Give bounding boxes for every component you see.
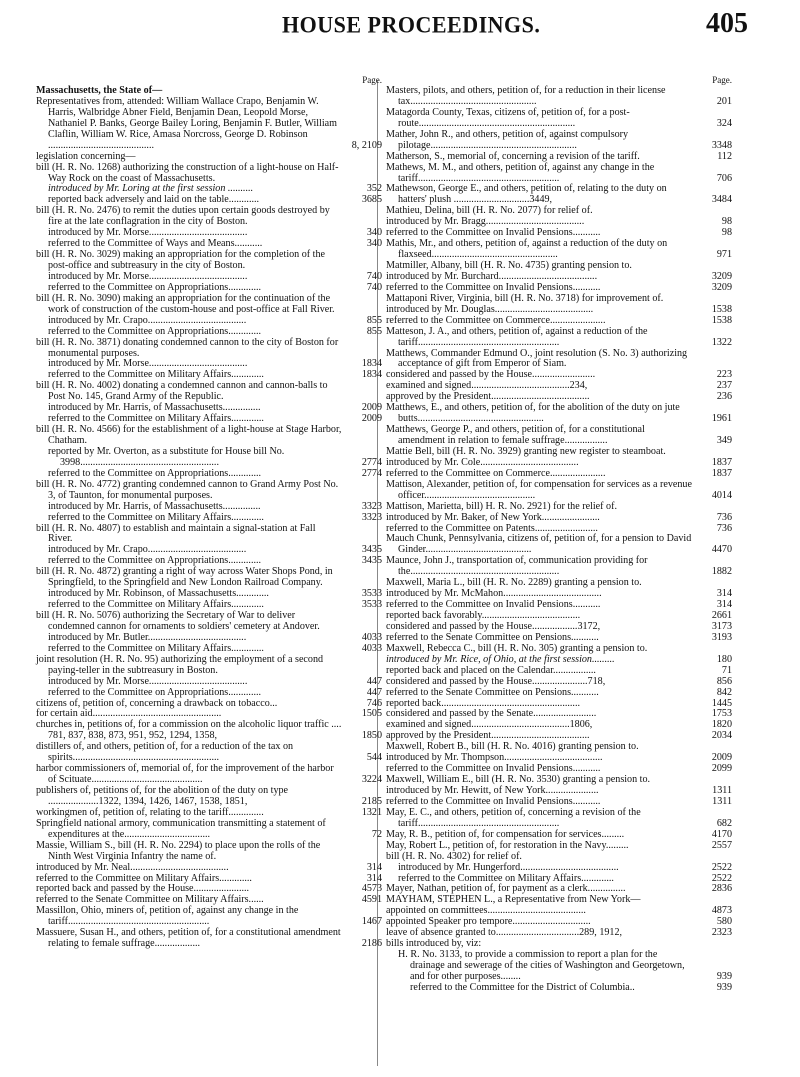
entry-text: introduced by Mr. Harris, of Massachusetts............... xyxy=(48,500,261,512)
entry-text: referred to the Committee on Invalid Pensions........... xyxy=(386,281,601,293)
index-entry xyxy=(386,184,732,206)
entry-text: Matthews, Commander Edmund O., joint resolution (S. No. 3) authorizing acceptance of gift from Emperor of Siam. xyxy=(386,347,688,370)
entry-text: examined and signed.......................................234, xyxy=(386,380,588,392)
entry-text: bill (H. R. No. 3029) making an appropriation for the completion of the post-office and subtreasury in the city of Boston. xyxy=(36,249,326,271)
page-reference: 4033 xyxy=(361,631,382,643)
entry-text: referred to the Committee on Military Affairs............. xyxy=(36,872,252,884)
page-reference: 314 xyxy=(716,599,732,611)
page-reference: 2099 xyxy=(711,763,732,775)
entry-text: Massillon, Ohio, miners of, petition of, against any change in the tariff........................................................ xyxy=(36,905,299,928)
page-column-label: Page. xyxy=(362,75,382,85)
entry-text: Mather, John R., and others, petition of, against compulsory pilotage.......................................................... xyxy=(386,128,629,151)
index-entry xyxy=(36,906,382,928)
page-reference: 2186 xyxy=(361,938,382,950)
entry-text: Maunce, John J., transportation of, communication providing for the........................................................... xyxy=(386,555,648,578)
entry-text: referred to the Committee on Appropriations............. xyxy=(48,281,262,293)
index-entry xyxy=(386,403,732,425)
entry-text: introduced by Mr. Thompson....................................... xyxy=(386,752,603,764)
page-reference: 856 xyxy=(716,675,732,687)
entry-text: churches in, petitions of, for a commission on the alcoholic liquor traffic .... 781, 837, 838, 873, 951, 952, 1294, 1358, xyxy=(36,719,342,742)
entry-text: referred to the Committee on Military Affairs............. xyxy=(398,872,614,884)
index-entry xyxy=(386,239,732,261)
entry-text: May, Robert L., petition of, for restoration in the Navy......... xyxy=(386,839,629,851)
page-reference: 3435 xyxy=(361,544,382,556)
index-entry xyxy=(386,950,732,983)
entry-text: Springfield national armory, communication transmitting a statement of expenditures at the.................................. xyxy=(36,817,326,840)
entry-text: introduced by Mr. Hungerford....................................... xyxy=(398,861,619,873)
page-reference: 746 xyxy=(366,697,382,709)
page-reference: 1834 xyxy=(361,358,382,370)
page-reference: 2009 xyxy=(361,413,382,425)
entry-text: Mattie Bell, bill (H. R. No. 3929) granting new register to steamboat. xyxy=(386,445,666,457)
page-reference: 1820 xyxy=(711,719,732,731)
page-reference: 112 xyxy=(717,150,732,162)
index-entry xyxy=(36,250,382,272)
page-reference: 3435 xyxy=(361,555,382,567)
entry-text: referred to the Committee for the District of Columbia.. xyxy=(410,981,635,993)
entry-text: Mattaponi River, Virginia, bill (H. R. No. 3718) for improvement of. xyxy=(386,292,664,304)
page-reference: 314 xyxy=(366,861,382,873)
index-entry xyxy=(36,742,382,764)
entry-text: appointed on committees....................................... xyxy=(386,905,586,917)
page-reference: 2557 xyxy=(711,839,732,851)
page-title: HOUSE PROCEEDINGS. xyxy=(282,11,541,38)
entry-text: examined and signed.......................................1806, xyxy=(386,719,593,731)
entry-text: Maxwell, Maria L., bill (H. R. No. 2289) granting a pension to. xyxy=(386,577,642,589)
page-reference: 736 xyxy=(716,522,732,534)
index-entry xyxy=(386,556,732,578)
page-reference: 72 xyxy=(371,828,382,840)
entry-text: distillers of, and others, petition of, for a reduction of the tax on spirits.......................................................... xyxy=(36,741,294,764)
page-reference: 314 xyxy=(366,872,382,884)
page-reference: 682 xyxy=(716,817,732,829)
page-reference: 1961 xyxy=(711,413,732,425)
entry-text: Masters, pilots, and others, petition of, for a reduction in their license tax.................................................. xyxy=(386,85,666,107)
page-reference: 2009 xyxy=(361,402,382,414)
entry-text: Massie, William S., bill (H. R. No. 2294) to place upon the rolls of the Ninth West Virginia Infantry the name of. xyxy=(36,839,321,862)
entry-text: referred to the Committee of Ways and Means........... xyxy=(48,238,263,250)
page-reference: 2522 xyxy=(711,872,732,884)
entry-text: referred to the Committee on Appropriations............. xyxy=(48,686,262,698)
entry-text: bill (H. R. No. 1268) authorizing the construction of a light-house on Half-Way Rock on the coast of Massachusetts. xyxy=(36,161,339,184)
page-reference: 98 xyxy=(721,216,732,228)
page-reference: 939 xyxy=(716,981,732,993)
index-entry xyxy=(36,841,382,863)
page-reference: 2185 xyxy=(361,795,382,807)
page-reference: 236 xyxy=(716,391,732,403)
page-reference: 314 xyxy=(716,588,732,600)
page-reference: 544 xyxy=(366,752,382,764)
page-reference: 1538 xyxy=(711,314,732,326)
entry-text: introduced by Mr. Baker, of New York....................... xyxy=(386,511,600,523)
page-reference: 324 xyxy=(716,117,732,129)
page-reference: 237 xyxy=(716,380,732,392)
index-entry xyxy=(386,534,732,556)
page-reference: 3209 xyxy=(711,270,732,282)
entry-text: H. R. No. 3133, to provide a commission to report a plan for the drainage and sewerage of the cities of Washington and Georgetown, and for other purposes........ xyxy=(398,949,685,982)
page-reference: 340 xyxy=(366,227,382,239)
page-reference: 4573 xyxy=(361,883,382,895)
entry-text: introduced by Mr. Morse....................................... xyxy=(48,227,248,239)
index-entry xyxy=(36,567,382,589)
page-reference: 223 xyxy=(716,369,732,381)
entry-text: workingmen of, petition of, relating to the tariff.............. xyxy=(36,806,264,818)
entry-text: introduced by Mr. Harris, of Massachusetts............... xyxy=(48,402,261,414)
entry-text: referred to the Committee on Invalid Pensions........... xyxy=(386,795,601,807)
index-entry xyxy=(36,928,382,950)
page-reference: 8, 2109 xyxy=(351,139,382,151)
page-reference: 740 xyxy=(366,270,382,282)
entry-text: Massachusetts, the State of— xyxy=(36,85,163,96)
entry-text: Matthews, E., and others, petition of, for the abolition of the duty on jute butts.................................................. xyxy=(386,402,680,425)
page-reference: 1882 xyxy=(711,566,732,578)
entry-text: introduced by Mr. Rice, of Ohio, at the first session......... xyxy=(386,653,615,665)
entry-text: reported back....................................................... xyxy=(386,697,580,709)
page-reference: 855 xyxy=(366,325,382,337)
page-reference: 2034 xyxy=(711,730,732,742)
index-entry xyxy=(36,480,382,502)
entry-text: Mayer, Nathan, petition of, for payment as a clerk............... xyxy=(386,883,626,895)
entry-text: introduced by Mr. Robinson, of Massachusetts............. xyxy=(48,588,269,600)
page-reference: 3209 xyxy=(711,281,732,293)
entry-text: reported back and passed by the House...................... xyxy=(36,883,250,895)
entry-text: Mathews, M. M., and others, petition of, against any change in the tariff........................................................ xyxy=(386,161,655,184)
page-reference: 3533 xyxy=(361,599,382,611)
page-reference: 971 xyxy=(716,249,732,261)
page-reference: 4014 xyxy=(711,489,732,501)
entry-text: considered and passed by the Senate......................... xyxy=(386,708,597,720)
entry-text: referred to the Committee on Patents......................... xyxy=(386,522,598,534)
page-reference: 4591 xyxy=(361,894,382,906)
entry-text: Matmiller, Albany, bill (H. R. No. 4735) granting pension to. xyxy=(386,260,632,271)
entry-text: referred to the Senate Committee on Military Affairs...... xyxy=(36,894,264,906)
page-column-label: Page. xyxy=(712,75,732,85)
entry-text: referred to the Committee on Invalid Pensions........... xyxy=(386,599,601,611)
page-reference: 1467 xyxy=(361,916,382,928)
entry-text: considered and passed by the House......................718, xyxy=(386,675,606,687)
page-header xyxy=(0,0,800,52)
entry-text: referred to the Committee on Military Affairs............. xyxy=(48,511,264,523)
entry-text: introduced by Mr. Crapo....................................... xyxy=(48,544,247,556)
page-reference: 352 xyxy=(366,183,382,195)
entry-text: harbor commissioners of, memorial of, for the improvement of the harbor of Scituate............................................ xyxy=(36,763,334,786)
entry-text: approved by the President....................................... xyxy=(386,391,590,403)
index-entry xyxy=(386,808,732,830)
entry-text: introduced by Mr. Cole....................................... xyxy=(386,456,579,468)
entry-text: Mauch Chunk, Pennsylvania, citizens of, petition of, for a pension to David Ginder.......................................... xyxy=(386,533,692,556)
index-entry xyxy=(36,720,382,742)
entry-text: Matthews, George P., and others, petition of, for a constitutional amendment in relation to female suffrage................. xyxy=(386,424,645,446)
entry-text: bill (H. R. No. 5076) authorizing the Secretary of War to deliver condemned cannon for ornaments to soldiers' cemetery at Andover. xyxy=(36,610,320,632)
entry-text: Mathewson, George E., and others, petition of, relating to the duty on hatters' plush ..............................3449, xyxy=(386,183,667,206)
page-reference: 1837 xyxy=(711,456,732,468)
entry-text: referred to the Committee on Military Affairs............. xyxy=(48,642,264,654)
entry-text: Matagorda County, Texas, citizens of, petition of, for a post-route.............................................................. xyxy=(386,106,630,129)
index-entry xyxy=(36,381,382,403)
page-reference: 3533 xyxy=(361,588,382,600)
entry-text: citizens of, petition of, concerning a drawback on tobacco... xyxy=(36,697,278,709)
entry-text: referred to the Committee on Invalid Pensions........... xyxy=(386,227,601,239)
entry-text: reported back favorably....................................... xyxy=(386,610,581,621)
page-reference: 3348 xyxy=(711,139,732,151)
entry-text: referred to the Committee on Military Affairs............. xyxy=(48,599,264,611)
entry-text: reported back adversely and laid on the table............ xyxy=(48,194,260,206)
page-reference: 1322 xyxy=(711,336,732,348)
entry-text: Massuere, Susan H., and others, petition of, for a constitutional amendment relating to female suffrage.................. xyxy=(36,927,341,950)
entry-text: bill (H. R. No. 4002) donating a condemned cannon and cannon-balls to Post No. 145, Grand Army of the Republic. xyxy=(36,380,328,403)
page-reference: 2774 xyxy=(361,456,382,468)
index-entry xyxy=(36,425,382,447)
index-entry xyxy=(386,86,732,108)
entry-text: appointed Speaker pro tempore............................... xyxy=(386,916,591,928)
entry-text: Maxwell, Rebecca C., bill (H. R. No. 305) granting a pension to. xyxy=(386,642,648,654)
entry-text: introduced by Mr. Hewitt, of New York..................... xyxy=(386,785,599,796)
page-reference: 4470 xyxy=(711,544,732,556)
page-reference: 3484 xyxy=(711,194,732,206)
page-reference: 706 xyxy=(716,172,732,184)
page-reference: 2522 xyxy=(711,861,732,873)
entry-text: introduced by Mr. Bragg....................................... xyxy=(386,216,585,228)
entry-text: considered and passed by the House..................3172, xyxy=(386,620,601,632)
page-reference: 939 xyxy=(716,970,732,982)
entry-text: introduced by Mr. Crapo....................................... xyxy=(48,314,247,326)
page-reference: 4873 xyxy=(711,905,732,917)
entry-text: bill (H. R. No. 4566) for the establishment of a light-house at Stage Harbor, Chatham. xyxy=(36,424,342,446)
index-entry xyxy=(36,294,382,316)
entry-text: bill (H. R. No. 3871) donating condemned cannon to the city of Boston for monumental purposes. xyxy=(36,336,339,359)
entry-text: joint resolution (H. R. No. 95) authorizing the employment of a second paying-teller in the subtreasury in Boston. xyxy=(36,653,324,676)
page-reference: 3173 xyxy=(711,620,732,632)
page-reference: 349 xyxy=(716,435,732,446)
index-entry xyxy=(386,130,732,152)
page-reference: 3323 xyxy=(361,500,382,512)
index-entry xyxy=(36,524,382,546)
page-reference: 1321 xyxy=(361,806,382,818)
entry-text: bill (H. R. No. 3090) making an appropriation for the continuation of the work of construction of the custom-house and post-office at Fall River. xyxy=(36,292,335,315)
index-entry xyxy=(386,108,732,130)
page-reference: 1753 xyxy=(711,708,732,720)
entry-text: referred to the Committee on Military Affairs............. xyxy=(48,369,264,381)
left-column xyxy=(36,74,382,950)
page-number: 405 xyxy=(706,8,748,39)
index-entry xyxy=(386,983,732,994)
index-entry xyxy=(36,447,382,469)
index-entry xyxy=(36,819,382,841)
entry-text: introduced by Mr. Morse....................................... xyxy=(48,675,248,687)
entry-text: referred to the Committee on Appropriations............. xyxy=(48,325,262,337)
entry-text: referred to the Senate Committee on Pensions........... xyxy=(386,686,599,698)
page-reference: 1837 xyxy=(711,467,732,479)
page-reference: 855 xyxy=(366,314,382,326)
entry-text: introduced by Mr. Morse....................................... xyxy=(48,270,248,282)
entry-text: May, R. B., petition of, for compensation for services......... xyxy=(386,828,625,840)
page-reference: 580 xyxy=(716,916,732,928)
page-reference: 842 xyxy=(716,686,732,698)
entry-text: introduced by Mr. Morse....................................... xyxy=(48,358,248,370)
entry-text: referred to the Committee on Appropriations............. xyxy=(48,555,262,567)
entry-text: reported back and placed on the Calendar................. xyxy=(386,664,596,676)
entry-text: for certain aid................................................... xyxy=(36,708,222,720)
entry-text: Maxwell, Robert B., bill (H. R. No. 4016) granting pension to. xyxy=(386,741,639,753)
entry-text: introduced by Mr. Neal....................................... xyxy=(36,861,229,873)
page-reference: 736 xyxy=(716,511,732,523)
page-reference: 98 xyxy=(721,227,732,239)
page-reference: 180 xyxy=(716,653,732,665)
entry-text: Mathieu, Delina, bill (H. R. No. 2077) for relief of. xyxy=(386,205,593,217)
page-reference: 3323 xyxy=(361,511,382,523)
page-reference: 2836 xyxy=(711,883,732,895)
index-entry xyxy=(386,425,732,447)
page-reference: 340 xyxy=(366,238,382,250)
index-entry xyxy=(386,480,732,502)
entry-text: Maxwell, William E., bill (H. R. No. 3530) granting a pension to. xyxy=(386,774,651,786)
page-reference: 201 xyxy=(716,95,732,107)
entry-text: considered and passed by the House......................... xyxy=(386,369,596,381)
index-entry xyxy=(36,655,382,677)
entry-text: referred to the Committee on Military Affairs............. xyxy=(48,413,264,425)
index-entry xyxy=(36,611,382,633)
entry-text: introduced by Mr. Burchard....................................... xyxy=(386,270,598,282)
page-reference: 4033 xyxy=(361,642,382,654)
page-reference: 71 xyxy=(721,664,732,676)
entry-text: Matteson, J. A., and others, petition of, against a reduction of the tariff........................................................ xyxy=(386,325,648,348)
entry-text: bill (H. R. No. 4772) granting condemned cannon to Grand Army Post No. 3, of Taunton, for monumental purposes. xyxy=(36,478,339,501)
index-entry xyxy=(36,163,382,185)
page-reference: 1538 xyxy=(711,303,732,315)
entry-text: legislation concerning— xyxy=(36,150,136,162)
entry-text: referred to the Committee on Appropriations............. xyxy=(48,467,262,479)
entry-text: introduced by Mr. Douglas....................................... xyxy=(386,303,594,315)
page-reference: 1834 xyxy=(361,369,382,381)
page-reference: 3193 xyxy=(711,631,732,643)
index-entry xyxy=(36,97,382,152)
page-reference: 1505 xyxy=(361,708,382,720)
entry-text: introduced by Mr. McMahon....................................... xyxy=(386,588,602,600)
page-reference: 4170 xyxy=(711,828,732,840)
entry-text: bill (H. R. No. 4807) to establish and maintain a signal-station at Fall River. xyxy=(36,522,316,545)
entry-text: referred to the Senate Committee on Pensions........... xyxy=(386,631,599,643)
entry-text: Mathis, Mr., and others, petition of, against a reduction of the duty on flaxseed.................................................. xyxy=(386,238,668,261)
page-reference: 3224 xyxy=(361,774,382,786)
entry-text: Mattison, Alexander, petition of, for compensation for services as a revenue officer............................................ xyxy=(386,478,692,501)
entry-text: bill (H. R. No. 4302) for relief of. xyxy=(386,850,522,862)
entry-text: Representatives from, attended: William Wallace Crapo, Benjamin W. Harris, Walbridge Abner Field, Benjamin Dean, Leopold Morse, Nathaniel P. Banks, George Bailey Loring, Benjamin F. Butler, William Claflin, William W. Rice, Amasa Norcross, George D. Robinson .......................................... xyxy=(36,95,338,151)
entry-text: referred to the Committee on Invalid Pensions........... xyxy=(386,763,601,775)
index-entry xyxy=(386,349,732,371)
page-reference: 1311 xyxy=(712,785,732,796)
page-reference: 2661 xyxy=(711,610,732,621)
entry-text: publishers of, petitions of, for the abolition of the duty on type ....................1322, 1394, 1426, 1467, 1538, 1851, xyxy=(36,785,289,807)
index-entry xyxy=(386,327,732,349)
entry-text: MAYHAM, STEPHEN L., a Representative from New York— xyxy=(386,894,641,906)
page-reference: 3685 xyxy=(361,194,382,206)
index-entry xyxy=(36,206,382,228)
page-reference: 1850 xyxy=(361,730,382,742)
index-entry xyxy=(386,163,732,185)
page-reference: 447 xyxy=(366,686,382,698)
right-column xyxy=(386,74,732,994)
entry-text: May, E. C., and others, petition of, concerning a revision of the tariff........................................................ xyxy=(386,806,641,829)
entry-text: approved by the President....................................... xyxy=(386,730,590,742)
index-entry xyxy=(36,764,382,786)
page-reference: 447 xyxy=(366,675,382,687)
index-entry xyxy=(36,786,382,808)
entry-text: reported by Mr. Overton, as a substitute for House bill No. 3998....................................................... xyxy=(48,445,285,468)
entry-text: Matherson, S., memorial of, concerning a revision of the tariff. xyxy=(386,150,640,162)
page-reference: 1311 xyxy=(712,795,732,807)
entry-text: referred to the Committee on Commerce...................... xyxy=(386,314,606,326)
page-reference: 2009 xyxy=(711,752,732,764)
entry-text: referred to the Committee on Commerce...................... xyxy=(386,467,606,479)
entry-text: introduced by Mr. Butler....................................... xyxy=(48,631,247,643)
page-reference: 1445 xyxy=(711,697,732,709)
entry-text: bill (H. R. No. 2476) to remit the duties upon certain goods destroyed by fire at the late conflagration in the city of Boston. xyxy=(36,205,330,228)
page-reference: 2774 xyxy=(361,467,382,479)
entry-text: bills introduced by, viz: xyxy=(386,938,482,950)
page-reference: 2323 xyxy=(711,927,732,939)
entry-text: Mattison, Marietta, bill) H. R. No. 2921) for the relief of. xyxy=(386,500,617,512)
entry-text: bill (H. R. No. 4872) granting a right of way across Water Shops Pond, in Springfield, to the Springfield and New London Railroad Company. xyxy=(36,566,333,589)
entry-text: leave of absence granted to.................................289, 1912, xyxy=(386,927,623,939)
index-entry xyxy=(36,338,382,360)
page-reference: 740 xyxy=(366,281,382,293)
entry-text: introduced by Mr. Loring at the first session .......... xyxy=(48,183,254,195)
